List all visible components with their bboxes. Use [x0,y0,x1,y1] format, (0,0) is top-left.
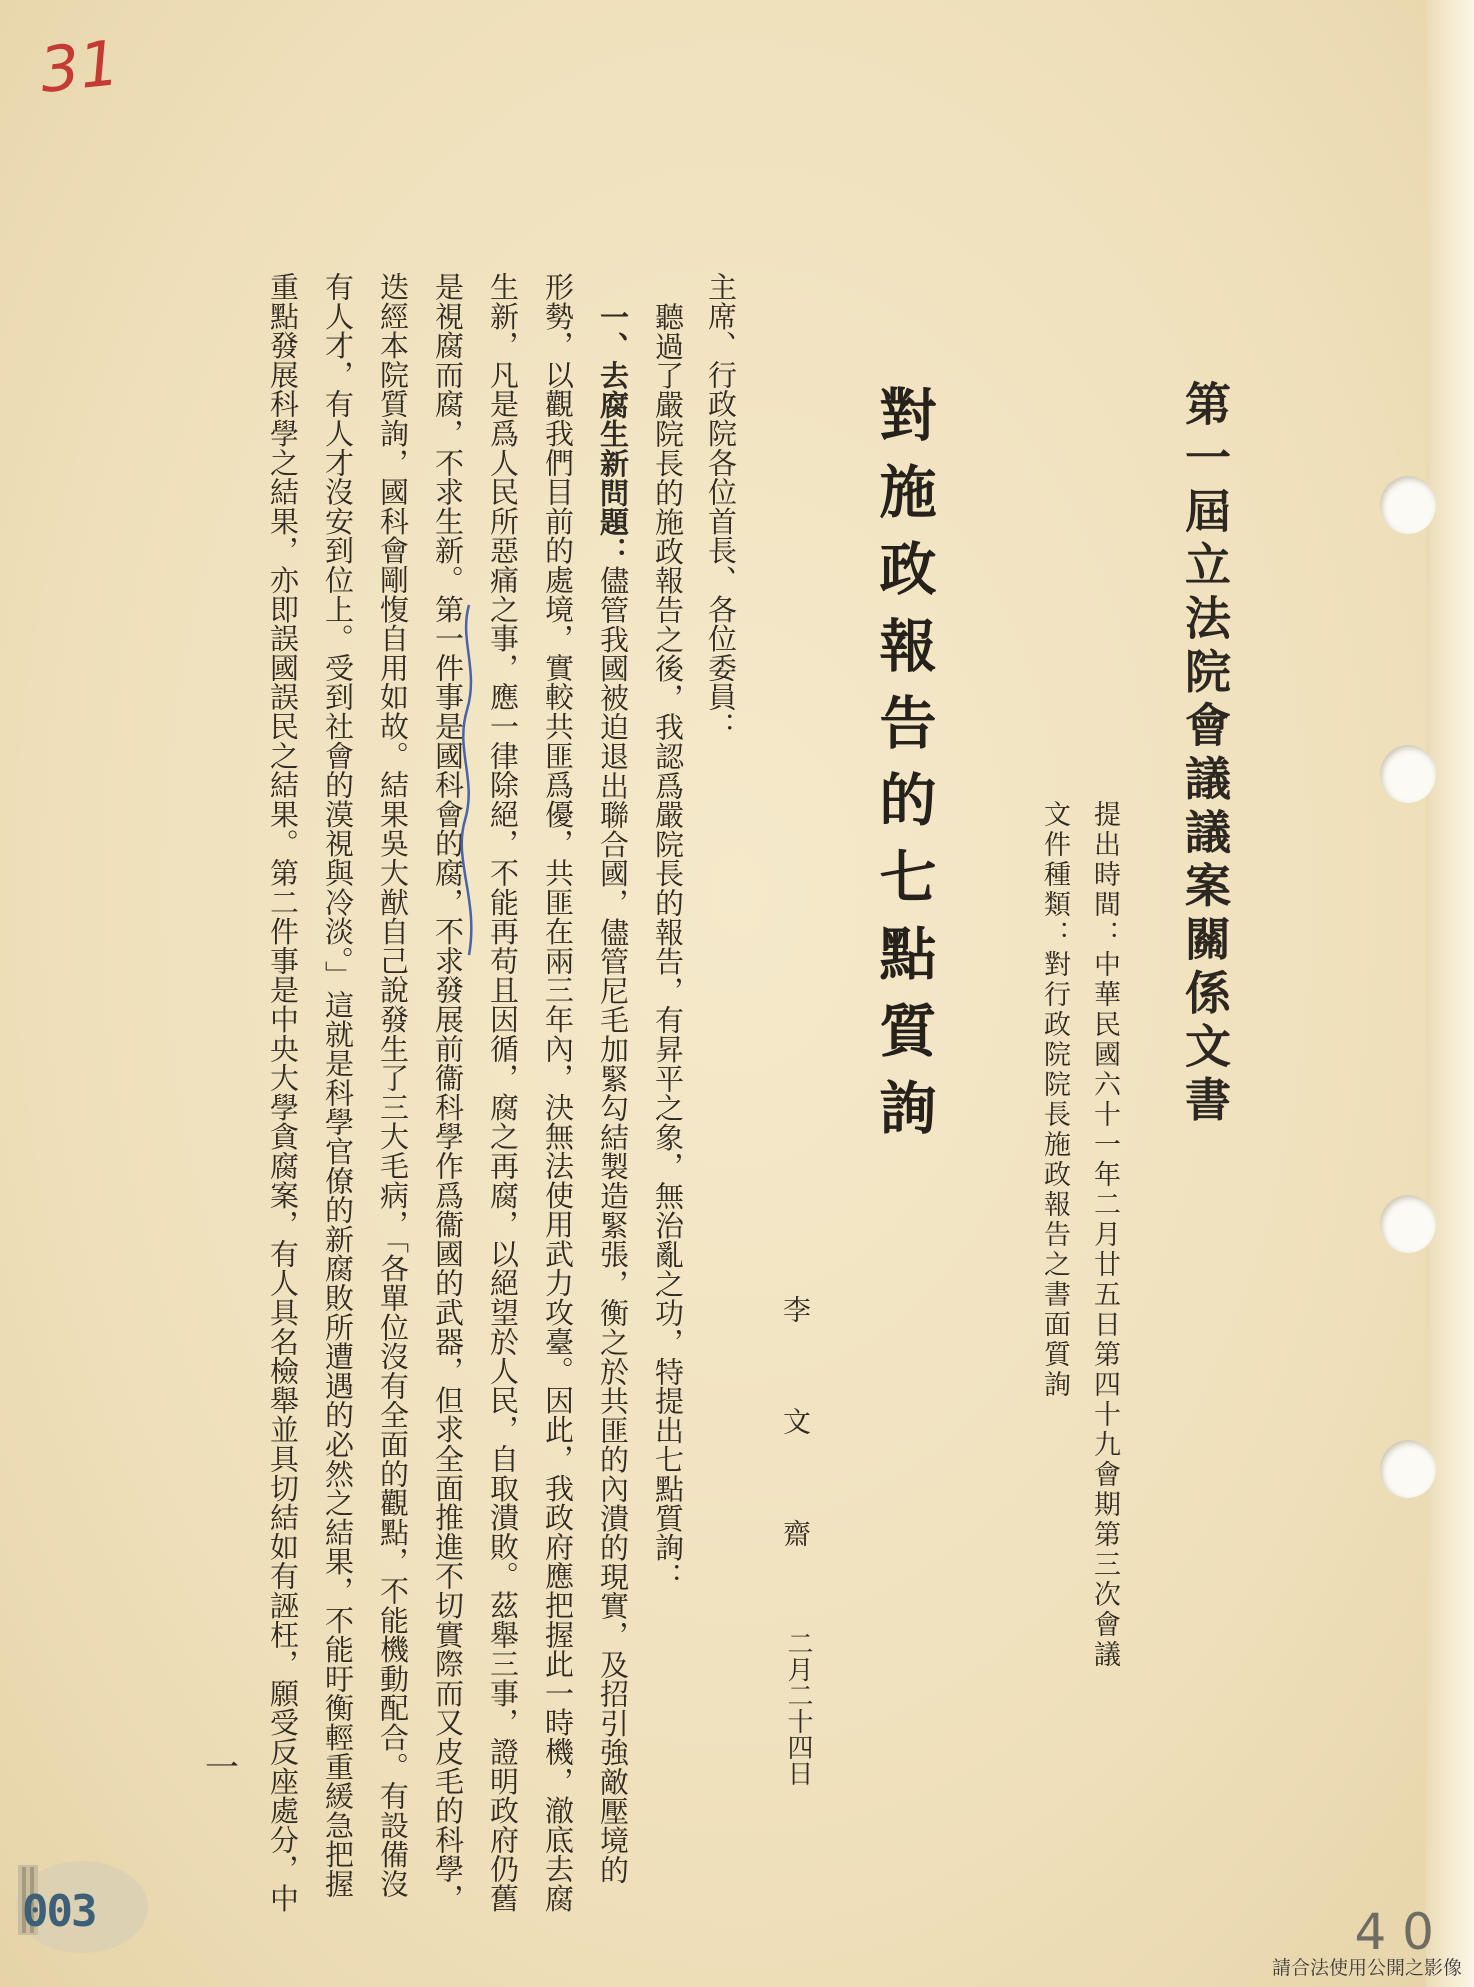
submission-time: 提出時間：中華民國六十一年二月廿五日第四十九會期第三次會議 [1089,800,1120,1670]
page-right-edge [1426,0,1474,1987]
body-line: 形勢，以觀我們目前的處境，實較共匪爲優，共匪在兩三年內，決無法使用武力攻臺。因此，我政府應把握此一時機，澈底去腐 [541,272,575,1913]
body-line: 重點發展科學之結果，亦即誤國誤民之結果。第二件事是中央大學貪腐案，有人具名檢舉並具切結如有誣枉，願受反座處分，中 [266,272,300,1913]
point-one-line [596,302,630,1885]
stamp-number: 003 [22,1886,96,1937]
main-title: 對施政報告的七點質詢 [870,385,937,1155]
document-type: 文件種類：對行政院院長施政報告之書面質詢 [1039,800,1070,1400]
binder-hole [1380,1195,1436,1253]
point-one-heading: 一、去腐生新問題： [596,302,630,566]
intro-paragraph: 聽過了嚴院長的施政報告之後，我認爲嚴院長的報告，有昇平之象，無治亂之功，特提出七點質詢： [651,302,685,1592]
pen-mark [455,600,485,960]
handwritten-page-number: 31 [36,26,123,107]
body-line: 有人才，有人才沒安到位上。受到社會的漠視與冷淡。」這就是科學官僚的新腐敗所遭遇的必然之結果，不能旴衡輕重緩急把握 [321,272,355,1899]
binder-hole [1380,1440,1436,1498]
body-line: 生新，凡是爲人民所惡痛之事，應一律除絕，不能再苟且因循，腐之再腐，以絕望於人民，自取潰敗。茲舉三事，證明政府仍舊 [486,272,520,1913]
point-one-text: 儘管我國被迫退出聯合國，儘管尼毛加緊勾結製造緊張，衡之於共匪的內潰的現實，及招引強敵壓境的 [596,565,630,1885]
document-title: 第一屆立法院會議議案關係文書 [1178,380,1232,1129]
body-line: 迭經本院質詢，國科會剛愎自用如故。結果吳大猷自己說發生了三大毛病，「各單位沒有全面的觀點，不能機動配合。有設備沒 [376,272,410,1899]
binder-hole [1380,745,1436,803]
page-number: 一 [205,1748,239,1788]
body-line: 是視腐而腐，不求生新。第一件事是國科會的腐，不求發展前衞科學作爲衞國的武器，但求全面推進不切實際而又皮毛的科學， [431,272,465,1913]
usage-notice: 請合法使用公開之影像 [1271,1957,1462,1979]
author-name: 李 文 齋 [779,1295,812,1547]
corner-mark: 4 0 [1354,1903,1434,1961]
binder-hole [1380,476,1436,534]
date: 二月二十四日 [783,1630,813,1786]
salutation: 主席、行政院各位首長、各位委員： [704,272,738,741]
